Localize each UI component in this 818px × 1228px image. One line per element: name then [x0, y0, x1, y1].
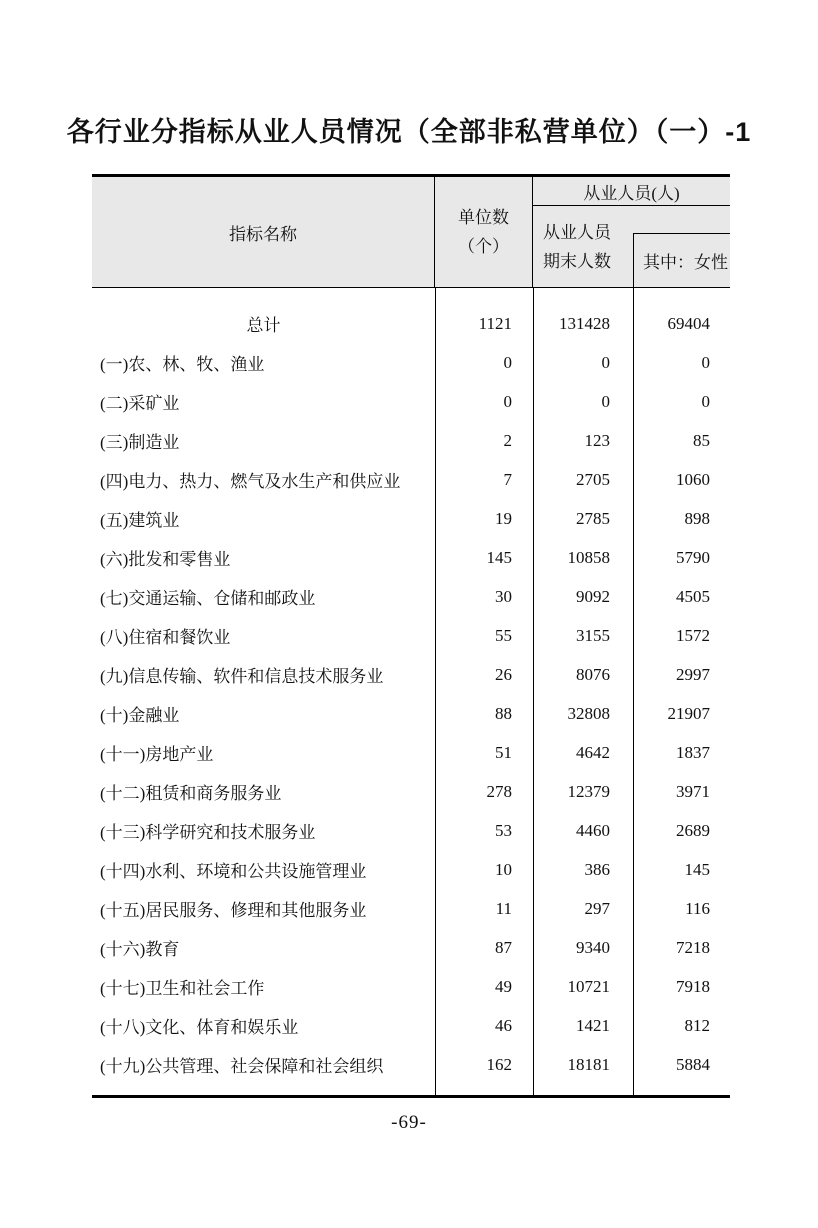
header-end-period-line1: 从业人员 [543, 222, 611, 242]
cell-name: (十二)租赁和商务服务业 [100, 784, 282, 803]
cell-end_count: 9092 [576, 586, 610, 606]
page-number: -69- [391, 1112, 427, 1133]
cell-name: (一)农、林、牧、渔业 [100, 355, 265, 374]
table-row [92, 1045, 730, 1084]
cell-units: 7 [503, 469, 512, 489]
cell-end_count: 10858 [567, 547, 610, 567]
cell-female: 0 [701, 352, 710, 372]
cell-units: 46 [495, 1015, 512, 1035]
cell-name: (十三)科学研究和技术服务业 [100, 823, 316, 842]
cell-female: 7218 [676, 937, 710, 957]
cell-name: 总计 [246, 316, 281, 335]
table-row [92, 343, 730, 382]
table-row [92, 928, 730, 967]
cell-units: 51 [495, 742, 512, 762]
table-row [92, 616, 730, 655]
table-row [92, 967, 730, 1006]
cell-name: (十四)水利、环境和公共设施管理业 [100, 862, 367, 881]
cell-name: (五)建筑业 [100, 511, 180, 530]
header-unit-count [435, 177, 533, 287]
cell-end_count: 123 [584, 430, 610, 450]
cell-female: 1060 [676, 469, 710, 489]
cell-end_count: 12379 [567, 781, 610, 801]
cell-name: (二)采矿业 [100, 394, 180, 413]
table-row [92, 460, 730, 499]
table-row [92, 772, 730, 811]
cell-units: 26 [495, 664, 512, 684]
cell-units: 162 [486, 1054, 512, 1074]
cell-female: 7918 [676, 976, 710, 996]
table-row [92, 304, 730, 343]
cell-end_count: 9340 [576, 937, 610, 957]
table-row [92, 655, 730, 694]
cell-name: (三)制造业 [100, 433, 180, 452]
table-row [92, 733, 730, 772]
table-row [92, 1006, 730, 1045]
table-row [92, 421, 730, 460]
cell-end_count: 32808 [567, 703, 610, 723]
header-female-subcolumn: 其中：女性 [633, 233, 730, 287]
table-row [92, 850, 730, 889]
cell-female: 145 [684, 859, 710, 879]
header-indicator-name: 指标名称 [92, 177, 435, 287]
cell-units: 49 [495, 976, 512, 996]
header-end-period-line2: 期末人数 [543, 251, 611, 271]
header-unit-count-line2: （个） [458, 237, 509, 256]
table-row [92, 694, 730, 733]
cell-name: (十五)居民服务、修理和其他服务业 [100, 901, 367, 920]
cell-end_count: 4642 [576, 742, 610, 762]
cell-units: 10 [495, 859, 512, 879]
table-row [92, 382, 730, 421]
header-unit-count-line1: 单位数 [458, 208, 509, 227]
cell-units: 11 [495, 898, 512, 918]
cell-female: 85 [693, 430, 710, 450]
cell-name: (十八)文化、体育和娱乐业 [100, 1018, 299, 1037]
cell-units: 1121 [478, 313, 512, 333]
cell-female: 21907 [667, 703, 710, 723]
cell-end_count: 0 [601, 391, 610, 411]
cell-end_count: 1421 [576, 1015, 610, 1035]
header-employees-group: 从业人员(人) [533, 177, 730, 206]
cell-female: 69404 [667, 313, 710, 333]
table-row [92, 811, 730, 850]
table-row [92, 499, 730, 538]
column-divider [633, 288, 634, 1095]
column-divider [435, 288, 436, 1095]
cell-name: (九)信息传输、软件和信息技术服务业 [100, 667, 384, 686]
table-body [92, 288, 730, 1098]
cell-female: 4505 [676, 586, 710, 606]
cell-female: 812 [684, 1015, 710, 1035]
cell-end_count: 18181 [567, 1054, 610, 1074]
cell-end_count: 4460 [576, 820, 610, 840]
cell-name: (十六)教育 [100, 940, 180, 959]
cell-units: 55 [495, 625, 512, 645]
statistics-table [92, 174, 730, 1098]
cell-units: 2 [503, 430, 512, 450]
cell-end_count: 386 [584, 859, 610, 879]
cell-female: 116 [685, 898, 710, 918]
cell-end_count: 2705 [576, 469, 610, 489]
table-row [92, 889, 730, 928]
cell-units: 53 [495, 820, 512, 840]
cell-name: (四)电力、热力、燃气及水生产和供应业 [100, 472, 401, 491]
cell-name: (八)住宿和餐饮业 [100, 628, 231, 647]
cell-female: 5790 [676, 547, 710, 567]
cell-units: 87 [495, 937, 512, 957]
table-row [92, 577, 730, 616]
cell-end_count: 131428 [559, 313, 610, 333]
cell-end_count: 3155 [576, 625, 610, 645]
cell-name: (七)交通运输、仓储和邮政业 [100, 589, 316, 608]
cell-units: 19 [495, 508, 512, 528]
cell-name: (十九)公共管理、社会保障和社会组织 [100, 1057, 384, 1076]
cell-female: 1837 [676, 742, 710, 762]
cell-female: 5884 [676, 1054, 710, 1074]
cell-female: 1572 [676, 625, 710, 645]
cell-name: (六)批发和零售业 [100, 550, 231, 569]
cell-end_count: 0 [601, 352, 610, 372]
cell-name: (十一)房地产业 [100, 745, 214, 764]
cell-female: 2689 [676, 820, 710, 840]
cell-female: 3971 [676, 781, 710, 801]
table-row [92, 538, 730, 577]
cell-female: 0 [701, 391, 710, 411]
cell-units: 30 [495, 586, 512, 606]
cell-units: 278 [486, 781, 512, 801]
cell-end_count: 297 [584, 898, 610, 918]
cell-units: 0 [503, 391, 512, 411]
cell-end_count: 10721 [567, 976, 610, 996]
cell-units: 145 [486, 547, 512, 567]
cell-end_count: 2785 [576, 508, 610, 528]
cell-units: 88 [495, 703, 512, 723]
header-end-period-count [533, 206, 633, 287]
page-title: 各行业分指标从业人员情况（全部非私营单位）（一）-1 [66, 117, 752, 147]
cell-name: (十)金融业 [100, 706, 180, 725]
cell-end_count: 8076 [576, 664, 610, 684]
cell-female: 2997 [676, 664, 710, 684]
cell-female: 898 [684, 508, 710, 528]
column-divider [533, 288, 534, 1095]
cell-units: 0 [503, 352, 512, 372]
table-header [92, 174, 730, 288]
cell-name: (十七)卫生和社会工作 [100, 979, 265, 998]
